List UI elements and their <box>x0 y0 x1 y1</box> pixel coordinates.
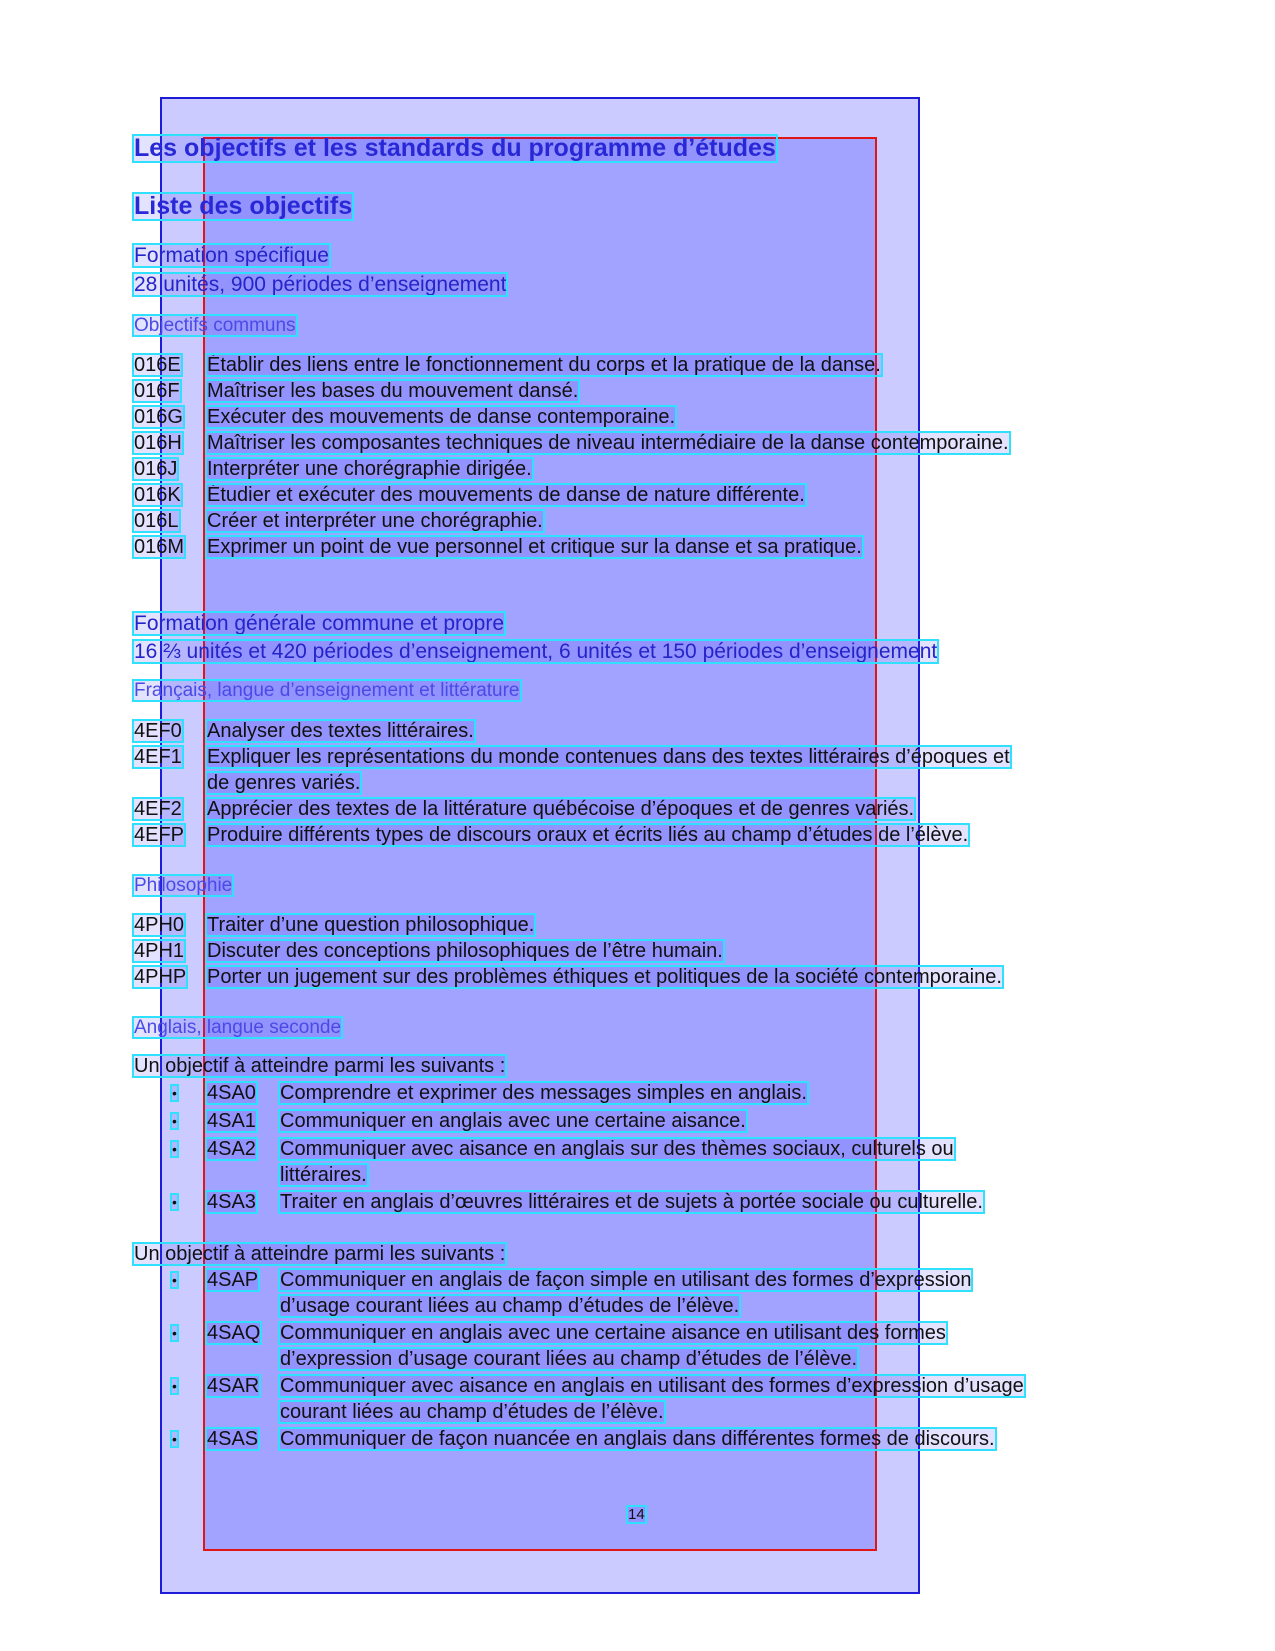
page-title: Les objectifs et les standards du programme d’études <box>134 134 776 162</box>
objective-text-continued: littéraires. <box>280 1164 367 1186</box>
objective-text: Comprendre et exprimer des messages simples en anglais. <box>280 1082 807 1104</box>
section-summary-specific: 28 unités, 900 périodes d’enseignement <box>134 273 507 296</box>
section-summary-general: 16 ⅔ unités et 420 périodes d’enseignement, 6 unités et 150 périodes d’enseignement <box>134 640 938 663</box>
objective-text: Porter un jugement sur des problèmes éthiques et politiques de la société contemporaine. <box>207 966 1002 988</box>
list-bullet: • <box>172 1085 177 1101</box>
subsection-heading-english: Anglais, langue seconde <box>134 1017 342 1038</box>
objective-text: Discuter des conceptions philosophiques de l’être humain. <box>207 940 723 962</box>
objective-code: 4SAR <box>207 1375 260 1397</box>
objective-text: Traiter d’une question philosophique. <box>207 914 535 936</box>
list-bullet: • <box>172 1194 177 1210</box>
objective-code: 4PH0 <box>134 914 185 936</box>
objective-code: 016G <box>134 406 183 428</box>
objective-code: 4SA1 <box>207 1110 256 1132</box>
objective-code: 016E <box>134 354 181 376</box>
objective-code: 016H <box>134 432 182 454</box>
objective-code: 4SAS <box>207 1428 259 1450</box>
objective-text: Communiquer avec aisance en anglais en utilisant des formes d’expression d’usage <box>280 1375 1024 1397</box>
objective-code: 016F <box>134 380 180 402</box>
objective-text: Traiter en anglais d’œuvres littéraires et de sujets à portée sociale ou culturelle. <box>280 1191 983 1213</box>
objective-text-continued: courant liées au champ d’études de l’élève. <box>280 1401 664 1423</box>
objective-text: Maîtriser les bases du mouvement dansé. <box>207 380 579 402</box>
subsection-heading-french: Français, langue d’enseignement et littérature <box>134 680 520 701</box>
objective-code: 016J <box>134 458 178 480</box>
objective-code: 4PHP <box>134 966 187 988</box>
objective-text: Exprimer un point de vue personnel et critique sur la danse et sa pratique. <box>207 536 862 558</box>
objective-text-continued: de genres variés. <box>207 772 361 794</box>
objective-text: Communiquer en anglais avec une certaine aisance en utilisant des formes <box>280 1322 946 1344</box>
list-bullet: • <box>172 1431 177 1447</box>
list-bullet: • <box>172 1378 177 1394</box>
list-bullet: • <box>172 1113 177 1129</box>
list-bullet: • <box>172 1272 177 1288</box>
objective-text: Apprécier des textes de la littérature québécoise d’époques et de genres variés. <box>207 798 915 820</box>
section-heading-general: Formation générale commune et propre <box>134 612 505 635</box>
objective-text: Établir des liens entre le fonctionnement du corps et la pratique de la danse. <box>207 354 881 376</box>
objective-code: 016M <box>134 536 185 558</box>
objective-code: 4SAP <box>207 1269 259 1291</box>
objective-text: Maîtriser les composantes techniques de niveau intermédiaire de la danse contemporaine. <box>207 432 1009 454</box>
objective-code: 4EFP <box>134 824 185 846</box>
objective-code: 016L <box>134 510 179 532</box>
objective-code: 4SA3 <box>207 1191 256 1213</box>
english-group-intro: Un objectif à atteindre parmi les suivants : <box>134 1055 506 1077</box>
objective-code: 4SA2 <box>207 1138 256 1160</box>
list-bullet: • <box>172 1325 177 1341</box>
objective-text: Exécuter des mouvements de danse contemporaine. <box>207 406 676 428</box>
objective-code: 016K <box>134 484 181 506</box>
objective-text: Étudier et exécuter des mouvements de danse de nature différente. <box>207 484 805 506</box>
objective-text: Communiquer avec aisance en anglais sur des thèmes sociaux, culturels ou <box>280 1138 954 1160</box>
subsection-heading-philosophy: Philosophie <box>134 875 233 896</box>
objective-code: 4EF1 <box>134 746 182 768</box>
objective-text: Produire différents types de discours oraux et écrits liés au champ d’études de l’élève. <box>207 824 969 846</box>
english-group-intro: Un objectif à atteindre parmi les suivants : <box>134 1243 506 1265</box>
objective-code: 4SA0 <box>207 1082 256 1104</box>
objective-text-continued: d’usage courant liées au champ d’études de l’élève. <box>280 1295 740 1317</box>
page-number: 14 <box>628 1506 645 1523</box>
objective-text: Expliquer les représentations du monde contenues dans des textes littéraires d’époques et <box>207 746 1010 768</box>
page-subtitle: Liste des objectifs <box>134 192 353 220</box>
objective-text: Communiquer en anglais de façon simple en utilisant des formes d’expression <box>280 1269 972 1291</box>
section-heading-specific: Formation spécifique <box>134 244 329 267</box>
objective-text: Communiquer en anglais avec une certaine aisance. <box>280 1110 746 1132</box>
objective-code: 4EF0 <box>134 720 182 742</box>
objective-text: Communiquer de façon nuancée en anglais dans différentes formes de discours. <box>280 1428 995 1450</box>
objective-text: Créer et interpréter une chorégraphie. <box>207 510 543 532</box>
objective-code: 4PH1 <box>134 940 185 962</box>
objective-code: 4EF2 <box>134 798 182 820</box>
objective-code: 4SAQ <box>207 1322 261 1344</box>
list-bullet: • <box>172 1141 177 1157</box>
objective-text-continued: d’expression d’usage courant liées au champ d’études de l’élève. <box>280 1348 858 1370</box>
subsection-heading-common: Objectifs communs <box>134 315 296 336</box>
objective-text: Analyser des textes littéraires. <box>207 720 474 742</box>
objective-text: Interpréter une chorégraphie dirigée. <box>207 458 532 480</box>
